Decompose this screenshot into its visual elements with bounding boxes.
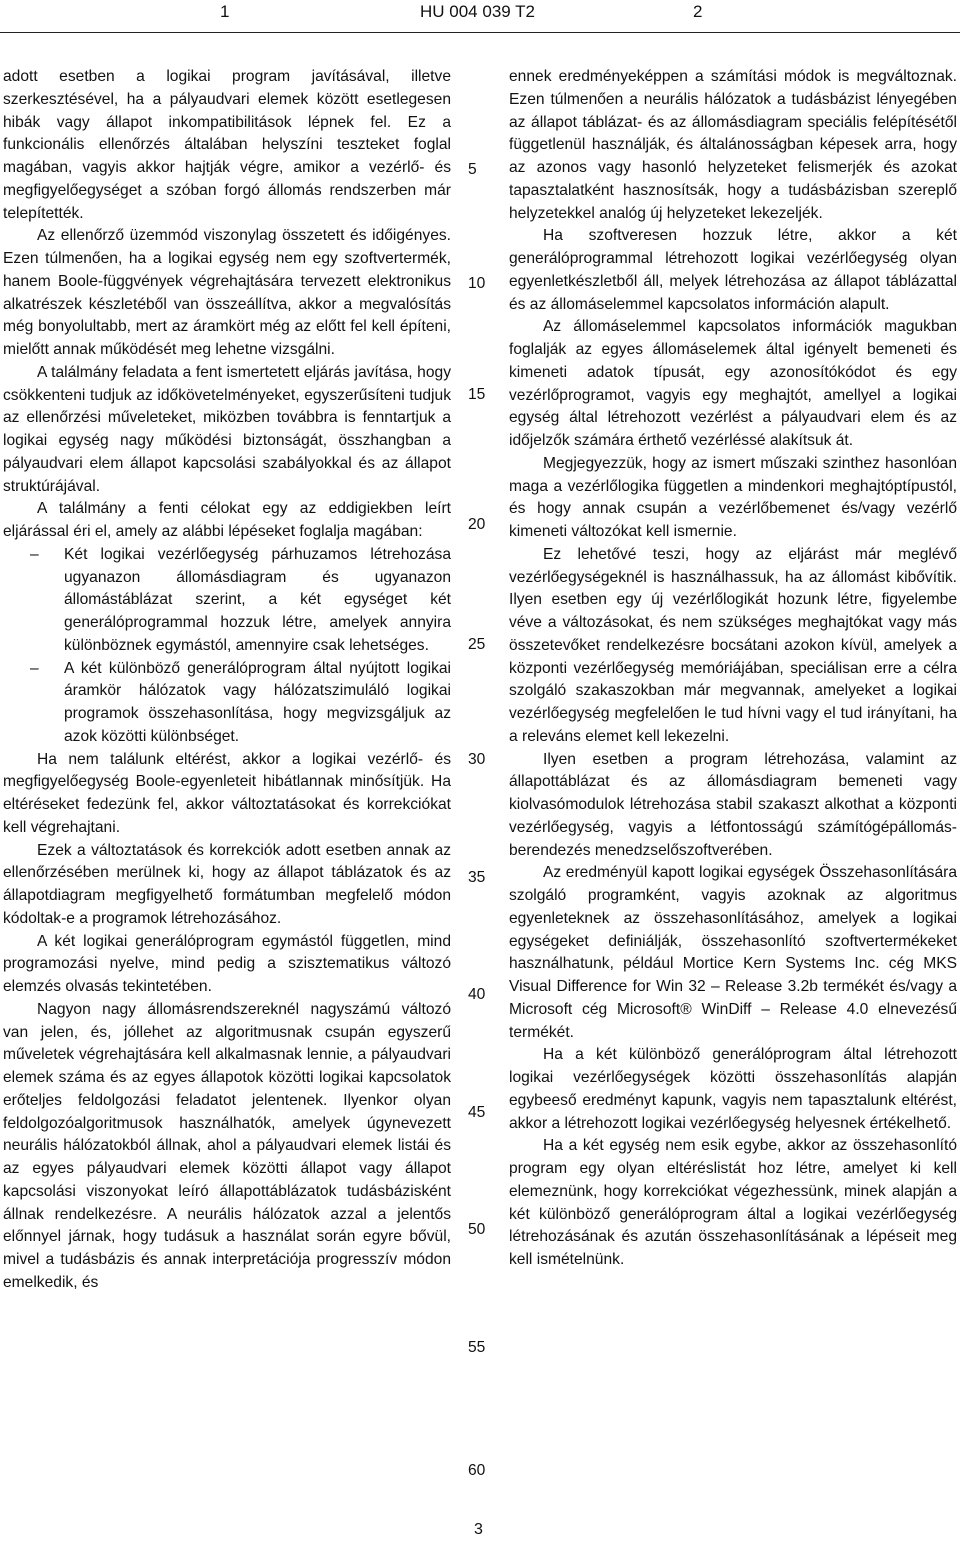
left-paragraph-7: A két logikai generálóprogram egymástól független, mind programozási nyelve, mind pedig a szisztematikus változó elemzés olvasás tekintetében. (3, 932, 451, 995)
line-number: 30 (468, 751, 486, 768)
patent-id: HU 004 039 T2 (420, 2, 535, 21)
line-number: 60 (468, 1462, 486, 1479)
right-column (509, 66, 957, 1272)
dash-list-item-text: A két különböző generálóprogram által nyújtott logikai áramkör hálózatok vagy hálózatszimuláló logikai programok összehasonlítása, hogy megvizsgáljuk az azok közötti különbséget. (64, 659, 451, 745)
line-number: 55 (468, 1339, 486, 1356)
left-column (3, 66, 451, 1295)
right-paragraph-7: Az eredményül kapott logikai egységek Összehasonlítására szolgáló programként, vagyis azoknak az algoritmus egyenleteknek az összehasonlításához, amelyek a logikai egységeket definiálják, összehasonlító szoftvertermékeket használhatunk, például Mortice Kern Systems Inc. cég MKS Visual Difference for Win 32 – Release 3.2b termékét és/vagy a Microsoft cég Microsoft® WinDiff – Release 4.0 elnevezésű termékét. (509, 864, 957, 1041)
left-paragraph-1: adott esetben a logikai program javításával, illetve szerkesztésével, ha a pályaudvari elemek között esetlegesen hibák vagy állapot inkompatibilitások lépnek fel. Ez a funkcionális ellenőrzés általában helyszíni teszteket foglal magában, vagyis akkor hajtják végre, amikor a vezérlő- és megfigyelőegységet a szóban forgó állomás rendszerben már telepítették. (3, 68, 451, 222)
right-paragraph-4: Megjegyezzük, hogy az ismert műszaki szinthez hasonlóan maga a vezérlőlogika független a mindenkori meghajtóptípustól, és hogy annak csupán a vezérlőbemenet és/vagy vezérlő kimeneti változókat kell ismernie. (509, 454, 957, 540)
left-paragraph-6: Ezek a változtatások és korrekciók adott esetben annak az ellenőrzésében merülnek ki, hogy az állapot táblázatok és az állapotdiagram megfigyelhető formátumban megfelelő módon kódoltak-e a programok létrehozásához. (3, 841, 451, 927)
line-number: 25 (468, 636, 486, 653)
dash-bullet: – (30, 659, 39, 677)
line-number: 40 (468, 986, 486, 1003)
right-paragraph-5: Ez lehetővé teszi, hogy az eljárást már meglévő vezérlőegységeknél is használhassuk, ha az állomást kibővítik. Ilyen esetben egy új vezérlőlogikát hozunk létre, figyelembe véve a változásokat, és nem szükséges meghajtókat vagy más összetevőket rendelkezésre bocsátani azokon kívül, amelyek a központi vezérlőegység memóriájában, speciálisan erre a célra szolgáló szakaszokban már megvannak, amelyeket a logikai vezérlőegység megfelelően le tud hívni vagy el tud irányítani, ha a releváns elemet kell lekezelni. (509, 545, 957, 745)
right-paragraph-9: Ha a két egység nem esik egybe, akkor az összehasonlító program egy olyan eltéréslistát hoz létre, amelyet ki kell elemeznünk, hogy korrekciókat végezhessünk, minek alapján a két különböző generálóprogram által a logikai vezérlőegység létrehozásának és azután összehasonlításának a lépéseit meg kell ismételnünk. (509, 1137, 957, 1268)
line-number: 20 (468, 516, 486, 533)
right-paragraph-3: Az állomáselemmel kapcsolatos információk magukban foglalják az egyes állomáselemek által igényelt bemeneti és kimeneti adatok típusát, egy azonosítókódot és egy vezérlőprogramot, vagyis egy meghajtót, amellyel a logikai egység által létrehozott vezérlést a pályaudvari elem és az időjelzők számára érthető vezérléssé alakítsuk át. (509, 318, 957, 449)
line-number: 50 (468, 1221, 486, 1238)
header-column-number-left: 1 (220, 2, 230, 21)
page-number: 3 (474, 1521, 483, 1538)
left-paragraph-2: Az ellenőrző üzemmód viszonylag összetett és időigényes. Ezen túlmenően, ha a logikai egység nem egy szoftvertermék, hanem Boole-függvények végrehajtására tervezett elektronikus alkatrészek készletéből van összeállítva, akkor a megvalósítás még bonyolultabb, mert az áramkört még az előtt fel kell építeni, mielőtt annak működését meg lehetne vizsgálni. (3, 227, 451, 358)
dash-list-item-text: Két logikai vezérlőegység párhuzamos létrehozása ugyanazon állomásdiagram és ugyanazon állomástáblázat szerint, a két egységet két generálóprogrammal hozzuk létre, amelyek annyira különböznek egymástól, amennyire csak lehetséges. (64, 545, 451, 654)
left-paragraph-5: Ha nem találunk eltérést, akkor a logikai vezérlő- és megfigyelőegység Boole-egyenleteit hibátlannak minősítjük. Ha eltéréseket fedezünk fel, akkor változtatásokat és korrekciókat kell végrehajtani. (3, 750, 451, 836)
right-paragraph-1: ennek eredményeképpen a számítási módok is megváltoznak. Ezen túlmenően a neurális hálózatok a tudásbázist lényegében az állapot táblázat- és az állomásdiagram speciális felépítésétől függetlenül használják, és általánosságban képesek arra, hogy az azonos vagy hasonló helyzeteket felismerjék és azokat tapasztalatként hasznosítsák, hogy a tudásbázisban szereplő helyzetekkel analóg új helyzeteket lekezeljék. (509, 68, 957, 222)
header-rule (0, 32, 960, 33)
left-paragraph-3: A találmány feladata a fent ismertetett eljárás javítása, hogy csökkenteni tudjuk az időkövetelményeket, egyszerűsíteni tudjuk az ellenőrzési műveleteket, miközben továbbra is fenntartjuk a logikai egység nagy működési biztonságát, összhangban a pályaudvari elem állapot kapcsolási szabályokkal és az állapot struktúrájával. (3, 363, 451, 495)
line-number: 45 (468, 1104, 486, 1121)
dash-bullet: – (30, 545, 39, 563)
right-paragraph-6: Ilyen esetben a program létrehozása, valamint az állapottáblázat és az állomásdiagram bemeneti vagy kiolvasómodulok létrehozása stabil szakaszt alkothat a központi vezérlőegység, vagyis a létfontosságú számítógépállomás-berendezés menedzselőszoftverében. (509, 750, 957, 859)
line-number: 35 (468, 869, 486, 886)
left-paragraph-4: A találmány a fenti célokat egy az eddigiekben leírt eljárással éri el, amely az alábbi lépéseket foglalja magában: (3, 500, 451, 540)
left-paragraph-8: Nagyon nagy állomásrendszereknél nagyszámú változó van jelen, és, jóllehet az algoritmusnak csupán egyszerű műveletek végrehajtására kell alkalmasnak lennie, a pályaudvari elemek száma és az egyes állapotok közötti logikai kapcsolatok erőteljes feldolgozási feladatot jelentenek. Ilyenkor olyan feldolgozóalgoritmusok használhatók, amelyek úgynevezett neurális hálózatokból állnak, ahol a pályaudvari elemek listái és az egyes pályaudvari elemek közötti állapot vagy állapot kapcsolási viszonyokat leíró állapottáblázatok tudásbázisként állnak rendelkezésre. A neurális hálózatok azzal a jelentős előnnyel járnak, hogy tudásuk a használat során egyre bővül, mivel a tudásbázis és annak interpretációja progresszív módon emelkedik, és (3, 1000, 451, 1291)
right-paragraph-2: Ha szoftveresen hozzuk létre, akkor a két generálóprogrammal létrehozott logikai vezérlőegység olyan egyenletkészletből áll, melyek létrehozása az állapot táblázattal és az állomáselemmel kapcsolatos információn alapult. (509, 227, 957, 313)
line-number: 15 (468, 386, 486, 403)
dash-list-item-2 (3, 658, 451, 749)
line-number: 10 (468, 275, 486, 292)
line-number: 5 (468, 161, 477, 178)
right-paragraph-8: Ha a két különböző generálóprogram által létrehozott logikai vezérlőegységek közötti összehasonlítás alapján egybeeső eredményt kapunk, vagyis nem tapasztalunk eltérést, akkor a létrehozott logikai vezérlőegység helyesnek értékelhető. (509, 1046, 957, 1132)
dash-list-item-1 (3, 544, 451, 658)
header-column-number-right: 2 (693, 2, 703, 21)
